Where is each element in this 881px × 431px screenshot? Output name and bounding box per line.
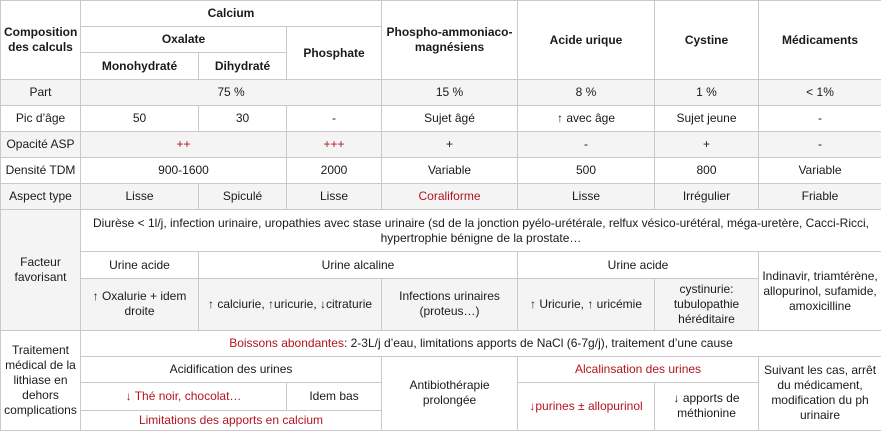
cell-facteur-acide-urique: ↑ Uricurie, ↑ uricémie bbox=[518, 278, 655, 330]
cell-urine-alcaline: Urine alcaline bbox=[199, 252, 518, 278]
cell-pic-cystine: Sujet jeune bbox=[655, 106, 759, 132]
header-cystine: Cystine bbox=[655, 1, 759, 80]
cell-opacite-acide-urique: - bbox=[518, 132, 655, 158]
cell-opacite-phosphate: +++ bbox=[287, 132, 382, 158]
cell-densite-oxalate: 900-1600 bbox=[81, 158, 287, 184]
row-label-facteur: Facteur favorisant bbox=[1, 210, 81, 330]
cell-densite-phosphate: 2000 bbox=[287, 158, 382, 184]
cell-densite-cystine: 800 bbox=[655, 158, 759, 184]
cell-aspect-acide-urique: Lisse bbox=[518, 184, 655, 210]
row-facteur-details bbox=[1, 278, 881, 330]
header-medicaments: Médicaments bbox=[759, 1, 881, 80]
cell-pic-pam: Sujet âgé bbox=[382, 106, 518, 132]
boissons-text: : 2-3L/j d’eau, limitations apports de NaCl (6-7g/j), traitement d’une cause bbox=[343, 335, 733, 350]
cell-densite-pam: Variable bbox=[382, 158, 518, 184]
cell-part-pam: 15 % bbox=[382, 80, 518, 106]
cell-part-calcium: 75 % bbox=[81, 80, 382, 106]
row-traitement-urines bbox=[1, 356, 881, 382]
row-label-traitement: Traitement médical de la lithiase en dehors complications bbox=[1, 330, 81, 430]
row-facteur-general bbox=[1, 210, 881, 252]
row-label-densite: Densité TDM bbox=[1, 158, 81, 184]
row-opacite bbox=[1, 132, 881, 158]
boissons-highlight: Boissons abondantes bbox=[229, 335, 344, 350]
header-monohydrate: Monohydraté bbox=[81, 53, 199, 80]
cell-opacite-pam: + bbox=[382, 132, 518, 158]
cell-traitement-medicaments: Suivant les cas, arrêt du médicament, modification du ph urinaire bbox=[759, 356, 881, 430]
cell-pic-acide-urique: ↑ avec âge bbox=[518, 106, 655, 132]
cell-traitement-acide-urique: ↓purines ± allopurinol bbox=[518, 382, 655, 430]
cell-aspect-di: Spiculé bbox=[199, 184, 287, 210]
row-pic bbox=[1, 106, 881, 132]
cell-idem-bas: Idem bas bbox=[287, 382, 382, 410]
cell-pic-phosphate: - bbox=[287, 106, 382, 132]
cell-opacite-medicaments: - bbox=[759, 132, 881, 158]
header-calcium: Calcium bbox=[81, 1, 382, 27]
cell-aspect-mono: Lisse bbox=[81, 184, 199, 210]
cell-the-noir: ↓ Thé noir, chocolat… bbox=[81, 382, 287, 410]
row-densite bbox=[1, 158, 881, 184]
header-phosphate: Phosphate bbox=[287, 27, 382, 80]
row-label-aspect: Aspect type bbox=[1, 184, 81, 210]
cell-alcalinisation: Alcalinsation des urines bbox=[518, 356, 759, 382]
cell-part-acide-urique: 8 % bbox=[518, 80, 655, 106]
cell-traitement-cystine: ↓ apports de méthionine bbox=[655, 382, 759, 430]
cell-traitement-pam: Antibiothérapie prolongée bbox=[382, 356, 518, 430]
cell-facteur-mono: ↑ Oxalurie + idem droite bbox=[81, 278, 199, 330]
cell-part-cystine: 1 % bbox=[655, 80, 759, 106]
cell-part-medicaments: < 1% bbox=[759, 80, 881, 106]
row-label-opacite: Opacité ASP bbox=[1, 132, 81, 158]
cell-aspect-phosphate: Lisse bbox=[287, 184, 382, 210]
cell-boissons bbox=[81, 330, 881, 356]
header-oxalate: Oxalate bbox=[81, 27, 287, 53]
cell-facteur-di-phos: ↑ calciurie, ↑uricurie, ↓citraturie bbox=[199, 278, 382, 330]
row-part bbox=[1, 80, 881, 106]
cell-urine-acide-2: Urine acide bbox=[518, 252, 759, 278]
row-facteur-urine bbox=[1, 252, 881, 278]
cell-urine-acide-1: Urine acide bbox=[81, 252, 199, 278]
header-acide-urique: Acide urique bbox=[518, 1, 655, 80]
cell-pic-medicaments: - bbox=[759, 106, 881, 132]
row-label-part: Part bbox=[1, 80, 81, 106]
cell-facteur-cystine: cystinurie: tubulopathie héréditaire bbox=[655, 278, 759, 330]
cell-densite-medicaments: Variable bbox=[759, 158, 881, 184]
header-pam: Phospho-ammoniaco-magnésiens bbox=[382, 1, 518, 80]
cell-limitations: Limitations des apports en calcium bbox=[81, 410, 382, 430]
cell-aspect-pam: Coraliforme bbox=[382, 184, 518, 210]
header-dihydrate: Dihydraté bbox=[199, 53, 287, 80]
cell-facteur-medicaments: Indinavir, triamtérène, allopurinol, sufamide, amoxicilline bbox=[759, 252, 881, 330]
cell-acidification: Acidification des urines bbox=[81, 356, 382, 382]
cell-facteur-pam: Infections urinaires (proteus…) bbox=[382, 278, 518, 330]
cell-pic-mono: 50 bbox=[81, 106, 199, 132]
cell-opacite-oxalate: ++ bbox=[81, 132, 287, 158]
row-aspect bbox=[1, 184, 881, 210]
cell-facteur-general: Diurèse < 1l/j, infection urinaire, uropathies avec stase urinaire (sd de la jonction pyélo-urétérale, relfux vésico-urétéral, méga-uretère, Cacci-Ricci, hypertrophie bénigne de la prostate… bbox=[81, 210, 881, 252]
header-composition: Composition des calculs bbox=[1, 1, 81, 80]
row-traitement-boissons bbox=[1, 330, 881, 356]
cell-densite-acide-urique: 500 bbox=[518, 158, 655, 184]
row-label-pic: Pic d’âge bbox=[1, 106, 81, 132]
cell-opacite-cystine: + bbox=[655, 132, 759, 158]
cell-aspect-medicaments: Friable bbox=[759, 184, 881, 210]
cell-aspect-cystine: Irrégulier bbox=[655, 184, 759, 210]
cell-pic-di: 30 bbox=[199, 106, 287, 132]
